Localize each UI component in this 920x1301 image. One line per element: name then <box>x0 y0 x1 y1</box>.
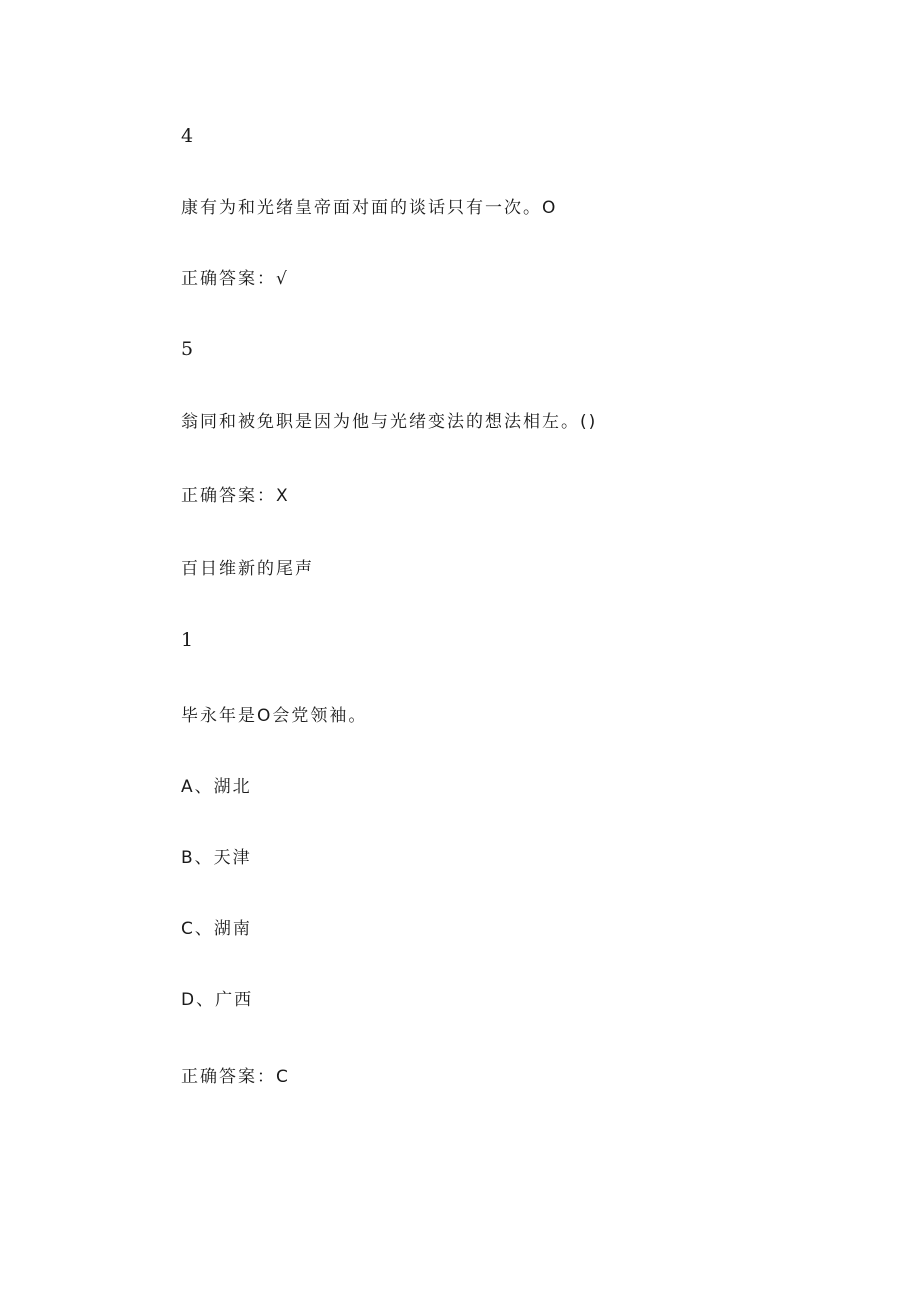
question-text: 康有为和光绪皇帝面对面的谈话只有一次。O <box>181 198 558 218</box>
correct-answer: 正确答案：C <box>181 1067 290 1087</box>
section-title: 百日维新的尾声 <box>181 559 314 579</box>
question-number: 1 <box>181 629 194 651</box>
question-number: 4 <box>181 125 194 147</box>
question-number: 5 <box>181 338 194 360</box>
option-d: D、广西 <box>181 990 254 1010</box>
correct-answer: 正确答案：X <box>181 486 290 506</box>
question-text: 毕永年是O会党领袖。 <box>181 706 368 726</box>
option-c: C、湖南 <box>181 919 252 939</box>
option-a: A、湖北 <box>181 777 252 797</box>
question-text: 翁同和被免职是因为他与光绪变法的想法相左。() <box>181 412 598 432</box>
option-b: B、天津 <box>181 848 252 868</box>
correct-answer: 正确答案：√ <box>181 269 289 289</box>
